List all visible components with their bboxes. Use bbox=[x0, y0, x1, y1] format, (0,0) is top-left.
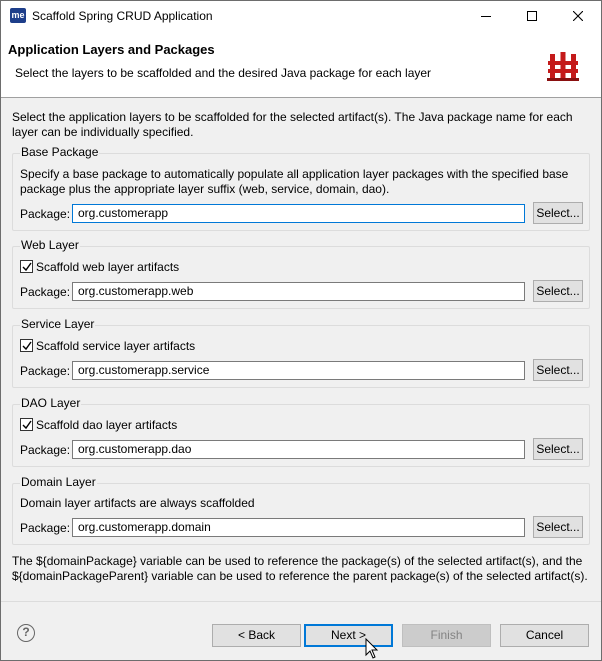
group-base-package bbox=[12, 145, 590, 231]
group-title: Domain Layer bbox=[21, 475, 96, 489]
domain-select-button[interactable]: Select... bbox=[533, 516, 583, 538]
group-description: Specify a base package to automatically populate all application layer packages with the specified base package plus the appropriate layer suffix (web, service, domain, dao). bbox=[20, 167, 569, 196]
group-title: Service Layer bbox=[21, 317, 95, 331]
package-label: Package: bbox=[20, 443, 71, 457]
wizard-banner bbox=[1, 31, 601, 98]
title-bar bbox=[1, 1, 601, 31]
page-title: Application Layers and Packages bbox=[8, 42, 215, 57]
checkbox[interactable] bbox=[20, 418, 33, 431]
variables-note: The ${domainPackage} variable can be used to reference the package(s) of the selected artifact(s), and the ${domainPackageParent} variable can be used to reference the parent package(s) of the selected artifact(s). bbox=[12, 554, 588, 583]
package-label: Package: bbox=[20, 521, 71, 535]
close-icon bbox=[573, 11, 583, 21]
checkbox-label: Scaffold web layer artifacts bbox=[36, 260, 180, 274]
dao-select-button[interactable]: Select... bbox=[533, 438, 583, 460]
base-package-input[interactable]: org.customerapp bbox=[72, 204, 525, 223]
close-button[interactable] bbox=[555, 1, 601, 31]
minimize-button[interactable] bbox=[463, 1, 509, 31]
next-button[interactable]: Next > bbox=[304, 624, 393, 647]
group-service-layer bbox=[12, 317, 590, 388]
checkbox-label: Scaffold service layer artifacts bbox=[36, 339, 196, 353]
group-web-layer bbox=[12, 238, 590, 309]
finish-button: Finish bbox=[402, 624, 491, 647]
minimize-icon bbox=[481, 11, 491, 21]
domain-package-input[interactable]: org.customerapp.domain bbox=[72, 518, 525, 537]
group-title: Base Package bbox=[21, 145, 99, 159]
base-select-button[interactable]: Select... bbox=[533, 202, 583, 224]
mouse-cursor-icon bbox=[365, 638, 379, 659]
group-dao-layer bbox=[12, 396, 590, 467]
intro-text: Select the application layers to be scaffolded for the selected artifact(s). The Java package name for each layer can be individually specified. bbox=[12, 110, 573, 139]
service-package-input[interactable]: org.customerapp.service bbox=[72, 361, 525, 380]
help-icon[interactable]: ? bbox=[17, 624, 35, 642]
maximize-icon bbox=[527, 11, 537, 21]
group-description: Domain layer artifacts are always scaffolded bbox=[20, 496, 255, 510]
scaffold-logo-icon bbox=[546, 49, 580, 83]
back-button[interactable]: < Back bbox=[212, 624, 301, 647]
web-package-input[interactable]: org.customerapp.web bbox=[72, 282, 525, 301]
package-label: Package: bbox=[20, 364, 71, 378]
app-icon: me bbox=[10, 8, 26, 23]
checkmark-icon bbox=[22, 420, 32, 430]
package-label: Package: bbox=[20, 207, 71, 221]
window-title: Scaffold Spring CRUD Application bbox=[32, 9, 213, 23]
package-label: Package: bbox=[20, 285, 71, 299]
checkbox-label: Scaffold dao layer artifacts bbox=[36, 418, 178, 432]
group-title: DAO Layer bbox=[21, 396, 81, 410]
group-domain-layer bbox=[12, 475, 590, 545]
maximize-button[interactable] bbox=[509, 1, 555, 31]
dao-package-input[interactable]: org.customerapp.dao bbox=[72, 440, 525, 459]
group-title: Web Layer bbox=[21, 238, 79, 252]
service-select-button[interactable]: Select... bbox=[533, 359, 583, 381]
page-description: Select the layers to be scaffolded and the desired Java package for each layer bbox=[15, 66, 432, 80]
checkbox[interactable] bbox=[20, 339, 33, 352]
footer-divider bbox=[1, 601, 601, 602]
checkmark-icon bbox=[22, 341, 32, 351]
checkbox[interactable] bbox=[20, 260, 33, 273]
web-select-button[interactable]: Select... bbox=[533, 280, 583, 302]
cancel-button[interactable]: Cancel bbox=[500, 624, 589, 647]
checkmark-icon bbox=[22, 262, 32, 272]
